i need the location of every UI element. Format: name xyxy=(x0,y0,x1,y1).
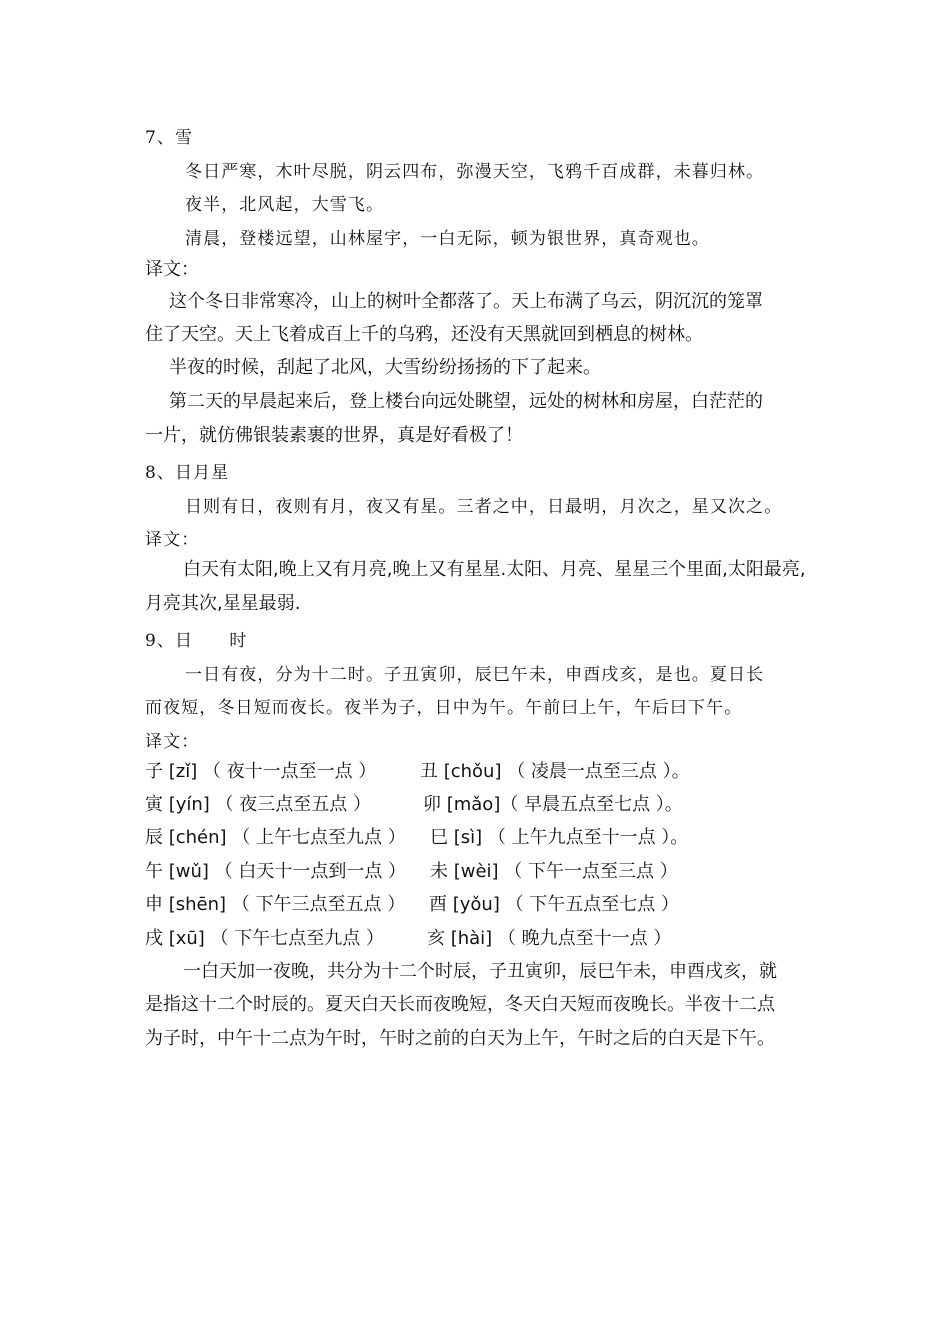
hour-entry: 寅 [yín] （ 夜三点至五点 ） xyxy=(145,794,371,815)
translation-line: 这个冬日非常寒冷，山上的树叶全都落了。天上布满了乌云，阴沉沉的笼罩 xyxy=(169,291,763,312)
section-heading: 7、雪 xyxy=(145,128,194,148)
hour-entry: 辰 [chén] （ 上午七点至九点 ） xyxy=(145,827,406,848)
hour-row xyxy=(145,757,690,783)
hour-entry: 丑 [chǒu] （ 凌晨一点至三点 ）。 xyxy=(420,761,690,782)
hour-row xyxy=(145,924,671,950)
hour-row xyxy=(145,890,679,916)
translation-line: 一白天加一夜晚，共分为十二个时辰，子丑寅卯，辰巳午未，申酉戌亥，就 xyxy=(183,961,777,982)
hour-entry: 巳 [sì] （ 上午九点至十一点 ）。 xyxy=(430,827,689,848)
translation-line: 白天有太阳,晚上又有月亮,晚上又有星星.太阳、月亮、星星三个里面,太阳最亮, xyxy=(183,559,806,580)
hour-row xyxy=(145,790,683,816)
hour-entry: 午 [wǔ] （ 白天十一点到一点 ） xyxy=(145,861,407,882)
original-text-line: 而夜短，冬日短而夜长。夜半为子，日中为午。午前曰上午，午后曰下午。 xyxy=(145,698,743,718)
hour-entry: 戌 [xū] （ 下午七点至九点 ） xyxy=(145,928,384,949)
translation-label: 译文： xyxy=(145,732,200,752)
hour-row xyxy=(145,823,688,849)
translation-label: 译文： xyxy=(145,530,200,550)
original-text-line: 一日有夜，分为十二时。子丑寅卯，辰巳午未，申酉戌亥，是也。夏日长 xyxy=(185,665,765,685)
translation-line: 为子时，中午十二点为午时，午时之前的白天为上午，午时之后的白天是下午。 xyxy=(145,1028,775,1049)
translation-line: 一片，就仿佛银装素裹的世界，真是好看极了！ xyxy=(145,425,523,446)
original-text-line: 日则有日，夜则有月，夜又有星。三者之中，日最明，月次之，星又次之。 xyxy=(185,497,783,517)
original-text-line: 夜半，北风起，大雪飞。 xyxy=(185,195,385,215)
translation-line: 半夜的时候，刮起了北风，大雪纷纷扬扬的下了起来。 xyxy=(169,357,601,378)
section-heading: 8、日月星 xyxy=(145,463,230,483)
translation-label: 译文： xyxy=(145,259,199,280)
hour-entry: 申 [shēn] （ 下午三点至五点 ） xyxy=(145,894,406,915)
hour-entry: 卯 [mǎo]（ 早晨五点至七点 ）。 xyxy=(423,794,683,815)
section-heading: 9、日 时 xyxy=(145,631,248,651)
hour-entry: 未 [wèi] （ 下午一点至三点 ） xyxy=(430,861,678,882)
hour-entry: 亥 [hài] （ 晚九点至十一点 ） xyxy=(427,928,672,949)
hour-row xyxy=(145,857,678,883)
original-text-line: 清晨，登楼远望，山林屋宇，一白无际，顿为银世界，真奇观也。 xyxy=(185,229,710,249)
hour-entry: 子 [zǐ] （ 夜十一点至一点 ） xyxy=(145,761,377,782)
hour-entry: 酉 [yǒu] （ 下午五点至七点 ） xyxy=(429,894,680,915)
translation-line: 月亮其次,星星最弱. xyxy=(145,593,301,614)
translation-line: 住了天空。天上飞着成百上千的乌鸦，还没有天黑就回到栖息的树林。 xyxy=(145,324,703,345)
translation-line: 第二天的早晨起来后，登上楼台向远处眺望，远处的树林和房屋，白茫茫的 xyxy=(169,391,763,412)
translation-line: 是指这十二个时辰的。夏天白天长而夜晚短，冬天白天短而夜晚长。半夜十二点 xyxy=(145,994,775,1015)
original-text-line: 冬日严寒，木叶尽脱，阴云四布，弥漫天空，飞鸦千百成群，未暮归林。 xyxy=(185,162,765,182)
